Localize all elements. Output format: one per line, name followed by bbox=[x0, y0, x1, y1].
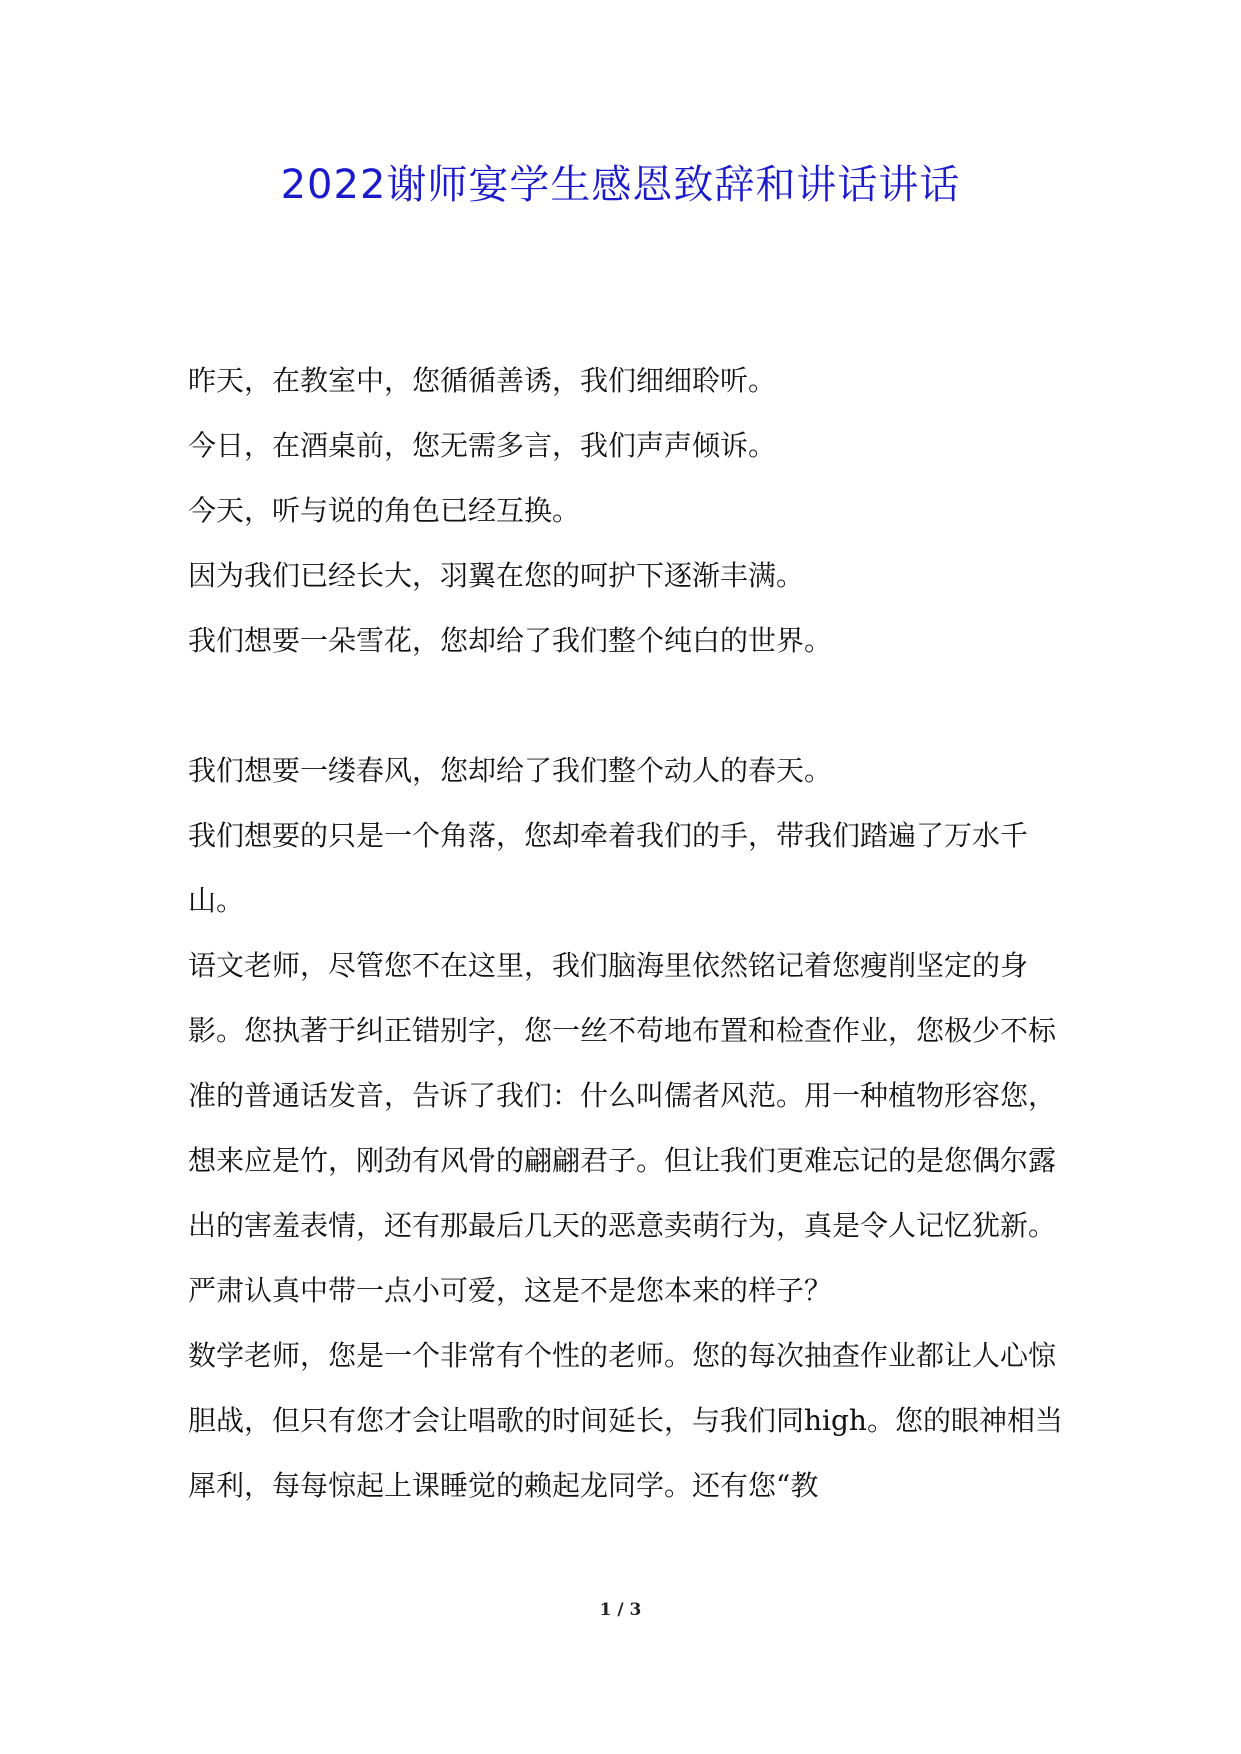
paragraph: 我们想要一缕春风，您却给了我们整个动人的春天。 bbox=[188, 754, 833, 787]
paragraph: 今日，在酒桌前，您无需多言，我们声声倾诉。 bbox=[188, 429, 777, 462]
paragraph: 今天，听与说的角色已经互换。 bbox=[188, 494, 581, 527]
paragraph: 数学老师，您是一个非常有个性的老师。您的每次抽查作业都让人心惊胆战，但只有您才会让唱歌的时间延长，与我们同high。您的眼神相当犀利，每每惊起上课睡觉的赖起龙同学。还有您“教 bbox=[188, 1339, 1063, 1502]
paragraph-spacer bbox=[188, 673, 1068, 738]
document-body bbox=[188, 348, 1068, 1518]
page-number: 1 / 3 bbox=[599, 1600, 642, 1620]
paragraph: 我们想要的只是一个角落，您却牵着我们的手，带我们踏遍了万水千山。 bbox=[188, 819, 1029, 917]
paragraph: 昨天，在教室中，您循循善诱，我们细细聆听。 bbox=[188, 364, 777, 397]
paragraph: 语文老师，尽管您不在这里，我们脑海里依然铭记着您瘦削坚定的身影。您执著于纠正错别字，您一丝不苟地布置和检查作业，您极少不标准的普通话发音，告诉了我们：什么叫儒者风范。用一种植物形容您，想来应是竹，刚劲有风骨的翩翩君子。但让我们更难忘记的是您偶尔露出的害羞表情，还有那最后几天的恶意卖萌行为，真是令人记忆犹新。严肃认真中带一点小可爱，这是不是您本来的样子？ bbox=[188, 949, 1057, 1307]
paragraph: 因为我们已经长大，羽翼在您的呵护下逐渐丰满。 bbox=[188, 559, 805, 592]
page-title: 2022谢师宴学生感恩致辞和讲话讲话 bbox=[280, 162, 961, 208]
paragraph: 我们想要一朵雪花，您却给了我们整个纯白的世界。 bbox=[188, 624, 833, 657]
